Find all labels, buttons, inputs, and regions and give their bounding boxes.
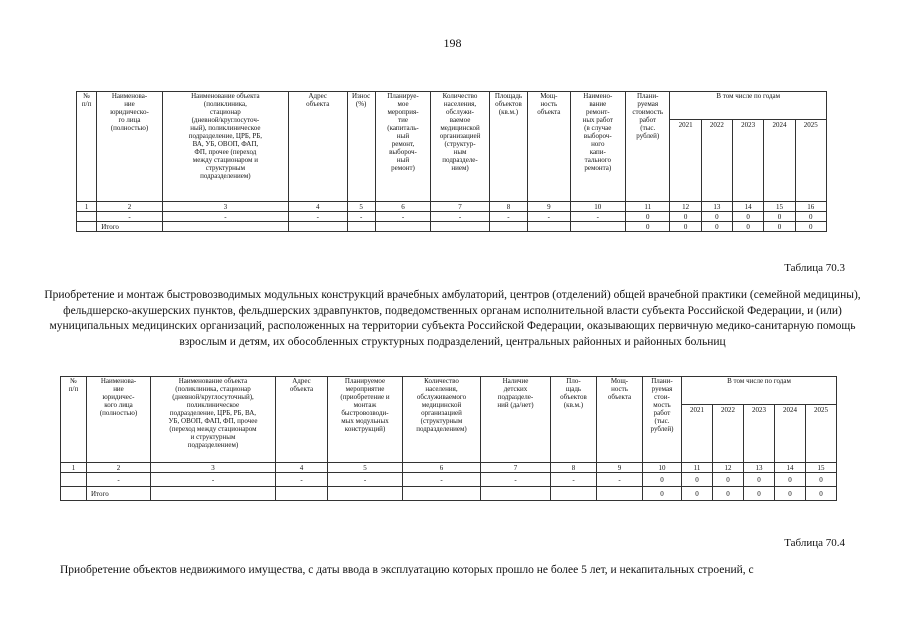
- table-cell: 0: [682, 473, 713, 487]
- total-value: 0: [806, 487, 837, 501]
- header-cell: Плани- руемая стои- мость работ (тыс. рублей): [643, 377, 682, 463]
- header-cell: Мощ- ность объекта: [528, 92, 570, 202]
- table-cell: 0: [775, 473, 806, 487]
- table-cell: [162, 222, 288, 232]
- column-number: 4: [276, 463, 328, 473]
- total-label: Итого: [97, 222, 163, 232]
- column-number: 1: [77, 202, 97, 212]
- table-cell: -: [97, 212, 163, 222]
- table-cell: [528, 222, 570, 232]
- column-number: 16: [795, 202, 826, 212]
- year-cell: 2025: [795, 120, 826, 202]
- table-cell: 0: [764, 212, 795, 222]
- column-number-row: [77, 202, 827, 212]
- column-number: 13: [701, 202, 732, 212]
- body-paragraph: Приобретение объектов недвижимого имущества, с даты ввода в эксплуатацию которых прошло не более 5 лет, и некапитальных строений, с: [60, 564, 754, 576]
- table-label: Таблица 70.3: [784, 262, 845, 274]
- table-cell: -: [276, 473, 328, 487]
- column-number: 3: [151, 463, 276, 473]
- total-value: 0: [795, 222, 826, 232]
- year-cell: 2021: [682, 405, 713, 463]
- total-row: [61, 487, 837, 501]
- column-number: 1: [61, 463, 87, 473]
- table-cell: [77, 212, 97, 222]
- table-cell: [151, 487, 276, 501]
- table-cell: [570, 222, 626, 232]
- header-cell: Износ (%): [347, 92, 375, 202]
- header-cell: Наименова- ние юридическо- го лица (полностью): [97, 92, 163, 202]
- total-value: 0: [744, 487, 775, 501]
- header-cell: Количество населения, обслужи- ваемое медицинской организацией (структур- ным подразделе- нием): [431, 92, 490, 202]
- table-cell: -: [481, 473, 551, 487]
- total-value: 0: [670, 222, 701, 232]
- header-cell: Наименование объекта (поликлиника, стационар (дневной/круглосуточ- ный), поликлиническое подразделение, ЦРБ, РБ, ВА, УБ, ОВОП, ФАП, ФП, прочее (переход между стационаром и структурным подразделением): [162, 92, 288, 202]
- total-value: 0: [775, 487, 806, 501]
- table-cell: 0: [733, 212, 764, 222]
- column-number: 9: [528, 202, 570, 212]
- column-number: 10: [570, 202, 626, 212]
- column-number: 14: [733, 202, 764, 212]
- header-cell: Планируемое мероприятие (приобретение и монтаж быстровозводи- мых модульных конструкций): [328, 377, 403, 463]
- header-cell: Площадь объектов (кв.м.): [489, 92, 527, 202]
- column-number: 2: [97, 202, 163, 212]
- column-number: 12: [713, 463, 744, 473]
- column-number: 14: [775, 463, 806, 473]
- table-cell: [288, 222, 347, 232]
- table-cell: [61, 487, 87, 501]
- column-number: 6: [375, 202, 431, 212]
- year-cell: 2024: [764, 120, 795, 202]
- table-cell: -: [87, 473, 151, 487]
- table-cell: 0: [713, 473, 744, 487]
- column-number: 6: [403, 463, 481, 473]
- table-cell: 0: [744, 473, 775, 487]
- table-cell: [431, 222, 490, 232]
- table-row: [61, 473, 837, 487]
- total-value: 0: [701, 222, 732, 232]
- table-cell: -: [551, 473, 597, 487]
- table-cell: [347, 222, 375, 232]
- year-cell: 2022: [713, 405, 744, 463]
- column-number: 10: [643, 463, 682, 473]
- year-cell: 2023: [733, 120, 764, 202]
- table-cell: -: [151, 473, 276, 487]
- table-label: Таблица 70.4: [784, 537, 845, 549]
- column-number: 13: [744, 463, 775, 473]
- total-value: 0: [713, 487, 744, 501]
- column-number: 3: [162, 202, 288, 212]
- header-cell: № п/п: [77, 92, 97, 202]
- column-number: 5: [328, 463, 403, 473]
- column-number: 12: [670, 202, 701, 212]
- table-cell: [489, 222, 527, 232]
- total-value: 0: [682, 487, 713, 501]
- year-cell: 2024: [775, 405, 806, 463]
- table-cell: -: [347, 212, 375, 222]
- years-header: В том числе по годам: [682, 377, 837, 405]
- total-row: [77, 222, 827, 232]
- table-cell: [481, 487, 551, 501]
- table-cell: [551, 487, 597, 501]
- column-number: 4: [288, 202, 347, 212]
- table-cell: -: [403, 473, 481, 487]
- table-modular-constructions: [60, 376, 837, 501]
- header-cell: Адрес объекта: [276, 377, 328, 463]
- table-cell: [61, 473, 87, 487]
- years-header: В том числе по годам: [670, 92, 827, 120]
- table-cell: [597, 487, 643, 501]
- column-number: 15: [764, 202, 795, 212]
- table-cell: -: [328, 473, 403, 487]
- header-cell: Наимено- вание ремонт- ных работ (в случае выбороч- ного капи- тального ремонта): [570, 92, 626, 202]
- header-cell: Адрес объекта: [288, 92, 347, 202]
- column-number: 5: [347, 202, 375, 212]
- column-number: 8: [551, 463, 597, 473]
- table-cell: 0: [670, 212, 701, 222]
- header-cell: Плани- руемая стоимость работ (тыс. рублей): [626, 92, 670, 202]
- column-number: 8: [489, 202, 527, 212]
- total-value: 0: [733, 222, 764, 232]
- table-cell: -: [570, 212, 626, 222]
- total-value: 0: [643, 487, 682, 501]
- total-label: Итого: [87, 487, 151, 501]
- table-repair-objects: [76, 91, 827, 232]
- table-cell: [375, 222, 431, 232]
- column-number: 2: [87, 463, 151, 473]
- table-cell: -: [162, 212, 288, 222]
- table-cell: 0: [626, 212, 670, 222]
- year-cell: 2022: [701, 120, 732, 202]
- year-cell: 2025: [806, 405, 837, 463]
- table-cell: 0: [701, 212, 732, 222]
- header-cell: Планируе- мое мероприя- тие (капиталь- ный ремонт, выбороч- ный ремонт): [375, 92, 431, 202]
- header-cell: Наименова- ние юридичес- кого лица (полностью): [87, 377, 151, 463]
- column-number: 7: [481, 463, 551, 473]
- table-cell: -: [431, 212, 490, 222]
- table-cell: -: [489, 212, 527, 222]
- year-cell: 2021: [670, 120, 701, 202]
- header-cell: Пло- щадь объектов (кв.м.): [551, 377, 597, 463]
- year-cell: 2023: [744, 405, 775, 463]
- column-number: 7: [431, 202, 490, 212]
- table-row: [77, 212, 827, 222]
- header-cell: Количество населения, обслуживаемого медицинской организацией (структурным подразделением): [403, 377, 481, 463]
- column-number-row: [61, 463, 837, 473]
- section-heading: Приобретение и монтаж быстровозводимых модульных конструкций врачебных амбулаторий, центров (отделений) общей врачебной практики (семейной медицины), фельдшерско-акушерских пунктов, фельдшерских здравпунктов, подведомственных органам исполнительной власти субъекта Российской Федерации, и (или) муниципальных медицинских организаций, расположенных на территории субъекта Российской Федерации, оказывающих первичную медико-санитарную помощь взрослым и детям, их обособленных структурных подразделений, центральных районных и районных больниц: [44, 289, 861, 348]
- table-cell: -: [375, 212, 431, 222]
- header-cell: Наличие детских подразделе- ний (да/нет): [481, 377, 551, 463]
- header-cell: № п/п: [61, 377, 87, 463]
- total-value: 0: [764, 222, 795, 232]
- table-cell: 0: [795, 212, 826, 222]
- column-number: 15: [806, 463, 837, 473]
- column-number: 11: [626, 202, 670, 212]
- table-cell: 0: [806, 473, 837, 487]
- total-value: 0: [626, 222, 670, 232]
- header-cell: Наименование объекта (поликлиника, стационар (дневной/круглосуточный), поликлиническое подразделение, ЦРБ, РБ, ВА, УБ, ОВОП, ФАП, ФП, прочее (переход между стационаром и структурным подразделением): [151, 377, 276, 463]
- table-cell: [403, 487, 481, 501]
- column-number: 9: [597, 463, 643, 473]
- page-number: 198: [443, 36, 462, 50]
- table-cell: [77, 222, 97, 232]
- table-cell: 0: [643, 473, 682, 487]
- column-number: 11: [682, 463, 713, 473]
- table-cell: [276, 487, 328, 501]
- table-cell: -: [528, 212, 570, 222]
- table-cell: [328, 487, 403, 501]
- table-cell: -: [597, 473, 643, 487]
- header-cell: Мощ- ность объекта: [597, 377, 643, 463]
- table-cell: -: [288, 212, 347, 222]
